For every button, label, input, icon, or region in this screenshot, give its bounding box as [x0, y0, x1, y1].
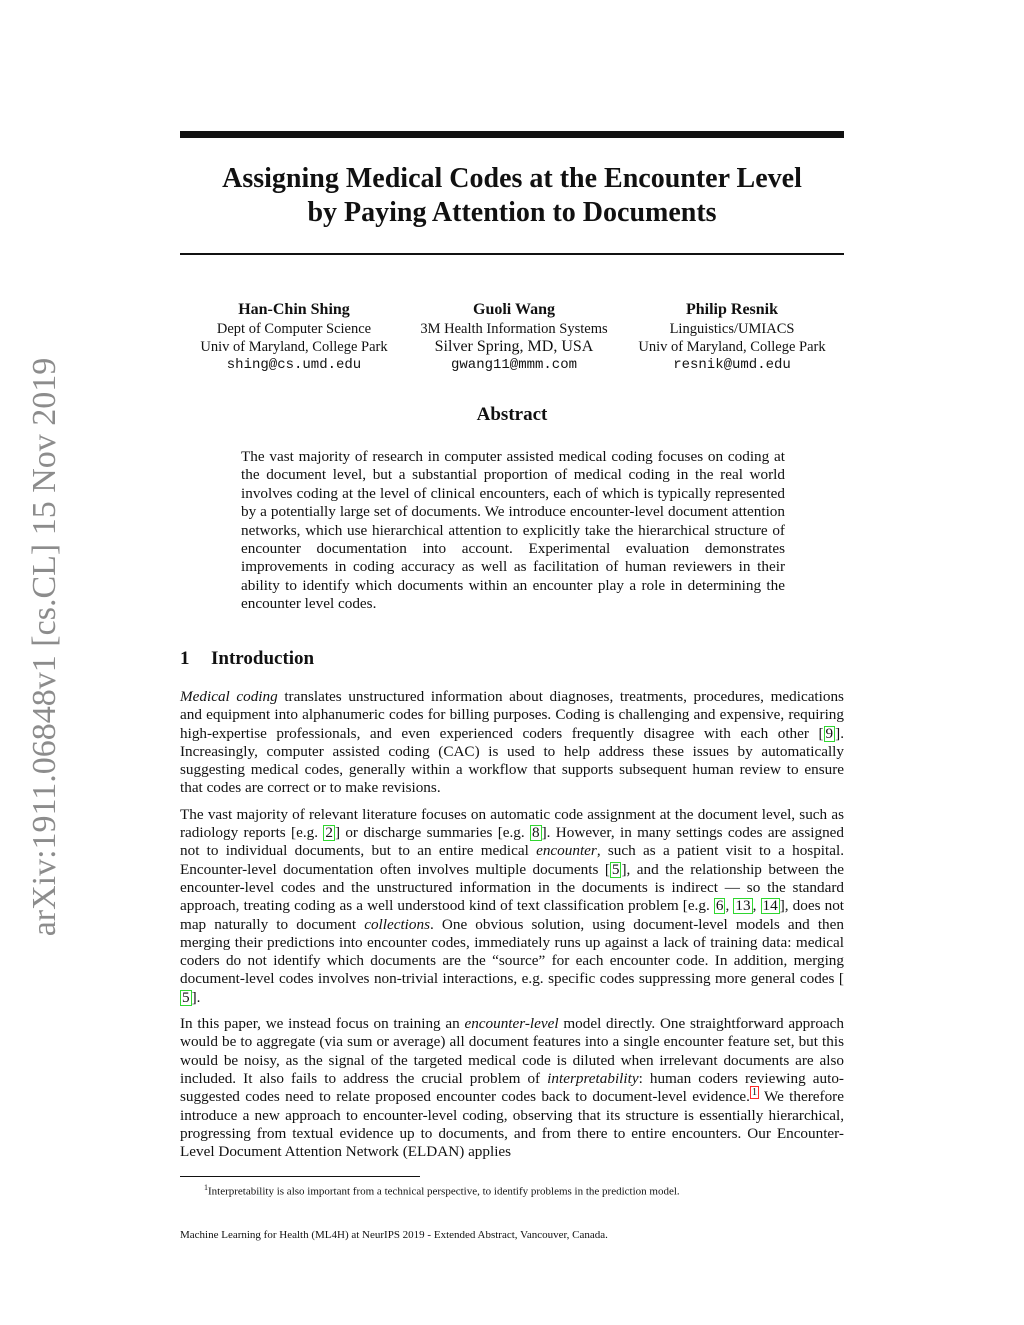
footnote-rule: [180, 1176, 420, 1177]
author-2: [394, 300, 634, 374]
author-block: [180, 300, 844, 380]
abstract-heading: Abstract: [476, 404, 548, 425]
italic-term: collections: [364, 915, 430, 933]
title-line-2: by Paying Attention to Documents: [307, 197, 717, 228]
text-run: In this paper, we instead focus on training an: [180, 1015, 465, 1033]
citation-link[interactable]: 9: [825, 724, 834, 742]
author-name: Guoli Wang: [473, 301, 555, 318]
title-line-1: Assigning Medical Codes at the Encounter Level: [222, 163, 802, 194]
section-title: Introduction: [211, 648, 315, 669]
footnote-text: Interpretability is also important from a technical perspective, to identify problems in the prediction model.: [208, 1185, 680, 1198]
abstract-text: The vast majority of research in computer assisted medical coding focuses on coding at the document level, but a substantial proportion of medical coding in the real world involves coding at the level of clinical encounters, each of which is typically represented by a potentially large set of documents. We introduce encounter-level document attention networks, which use hierarchical attention to explicitly take the hierarchical structure of encounter documentation into account. Experimental evaluation demonstrates improvements in coding accuracy as well as facilitation of human reviewers in their ability to identify which documents within an encounter play a role in determining the encounter level codes.: [241, 448, 785, 613]
text-run: ], does not map naturally to document: [180, 897, 845, 933]
text-run: ,: [725, 897, 734, 915]
text-run: ,: [752, 897, 761, 915]
paper-title: [180, 162, 844, 230]
text-run: The vast majority of relevant literature focuses on automatic code assignment at the document level, such as radiology reports [e.g.: [180, 805, 844, 842]
italic-term: interpretability: [547, 1069, 639, 1087]
footnote-link[interactable]: 1: [751, 1087, 757, 1099]
italic-term: encounter: [536, 842, 597, 860]
author-affiliation: Univ of Maryland, College Park: [638, 339, 826, 355]
citation-link[interactable]: 8: [532, 824, 540, 842]
author-name: Han-Chin Shing: [238, 301, 350, 318]
paragraph-2: [180, 806, 844, 1007]
author-affiliation: Linguistics/UMIACS: [669, 321, 795, 337]
text-run: , such as a patient visit to a hospital. Encounter-level documentation often involves multiple documents [: [180, 842, 844, 878]
text-run: ] or discharge summaries [e.g.: [334, 824, 531, 842]
citation-link[interactable]: 5: [611, 860, 620, 878]
footnote-mark: 1: [204, 1183, 208, 1192]
author-3: [612, 300, 852, 374]
author-name: Philip Resnik: [685, 301, 779, 318]
text-run: translates unstructured information about diagnoses, treatments, procedures, medications and equipment into alphanumeric codes for billing purposes. Coding is challenging and expensive, requiring high-expertise professionals, and even experienced coders frequently disagree with each other [: [180, 688, 844, 742]
author-1: [174, 300, 414, 374]
italic-term: Medical coding: [180, 688, 278, 705]
text-run: ], and the relationship between the encounter-level codes and the unstructured information in the documents is indirect — so the standard approach, treating coding as a well understood kind of text classification problem [e.g.: [180, 860, 844, 915]
section-heading: [180, 648, 314, 670]
text-run: ]. Increasingly, computer assisted coding (CAC) is used to help address these issues by automatically suggesting medical codes, generally within a workflow that supports subsequent human review to ensure that codes are correct or to make revisions.: [180, 724, 844, 797]
text-run: We therefore introduce a new approach to encounter-level coding, observing that its structure is essentially hierarchical, progressing from textual evidence up to documents, and from there to entire encounters. Our Encounter-Level Document Attention Network (ELDAN) applies: [180, 1088, 844, 1161]
author-email: resnik@umd.edu: [673, 357, 791, 373]
title-rule-top: [180, 131, 844, 138]
author-affiliation: Dept of Computer Science: [216, 321, 372, 337]
text-run: ].: [191, 988, 201, 1006]
author-email: shing@cs.umd.edu: [226, 357, 362, 373]
author-affiliation: Univ of Maryland, College Park: [200, 339, 388, 355]
citation-link[interactable]: 6: [715, 897, 724, 915]
citation-link[interactable]: 13: [735, 897, 751, 915]
text-run: : human coders reviewing auto-suggested codes need to relate proposed encounter codes back to document-level evidence.: [180, 1069, 844, 1106]
paragraph-1: [180, 688, 844, 798]
arxiv-side-label: arXiv:1911.06848v1 [cs.CL] 15 Nov 2019: [26, 357, 63, 937]
italic-term: encounter-level: [464, 1015, 559, 1033]
title-rule-bottom: [180, 253, 844, 255]
text-run: ]. However, in many settings codes are assigned not to individual documents, but to an entire medical: [180, 824, 844, 860]
text-run: . One obvious solution, using document-level models and then merging their predictions into encounter codes, immediately runs up against a lack of training data: medical coders do not identify which documents are the “source” for each encounter code. In addition, merging document-level codes involves non-trivial interactions, e.g. specific codes suppressing more general codes [: [180, 915, 844, 988]
text-run: model directly. One straightforward approach would be to aggregate (via sum or average) all document features into a single encounter feature set, but this would be noisy, as the signal of the targeted medical code is diluted when irrelevant documents are also included. It also fails to address the crucial problem of: [180, 1015, 844, 1087]
section-number: 1: [180, 648, 190, 669]
venue-footer: Machine Learning for Health (ML4H) at NeurIPS 2019 - Extended Abstract, Vancouver, Canada.: [180, 1229, 608, 1241]
citation-link[interactable]: 2: [325, 824, 333, 842]
citation-link[interactable]: 5: [182, 988, 190, 1006]
citation-link[interactable]: 14: [762, 897, 778, 915]
footnote: [204, 1183, 680, 1198]
author-affiliation: 3M Health Information Systems: [420, 321, 608, 337]
body-text: [180, 688, 844, 1169]
paragraph-3: [180, 1015, 844, 1161]
author-affiliation: Silver Spring, MD, USA: [434, 338, 594, 355]
author-email: gwang11@mmm.com: [450, 357, 578, 373]
